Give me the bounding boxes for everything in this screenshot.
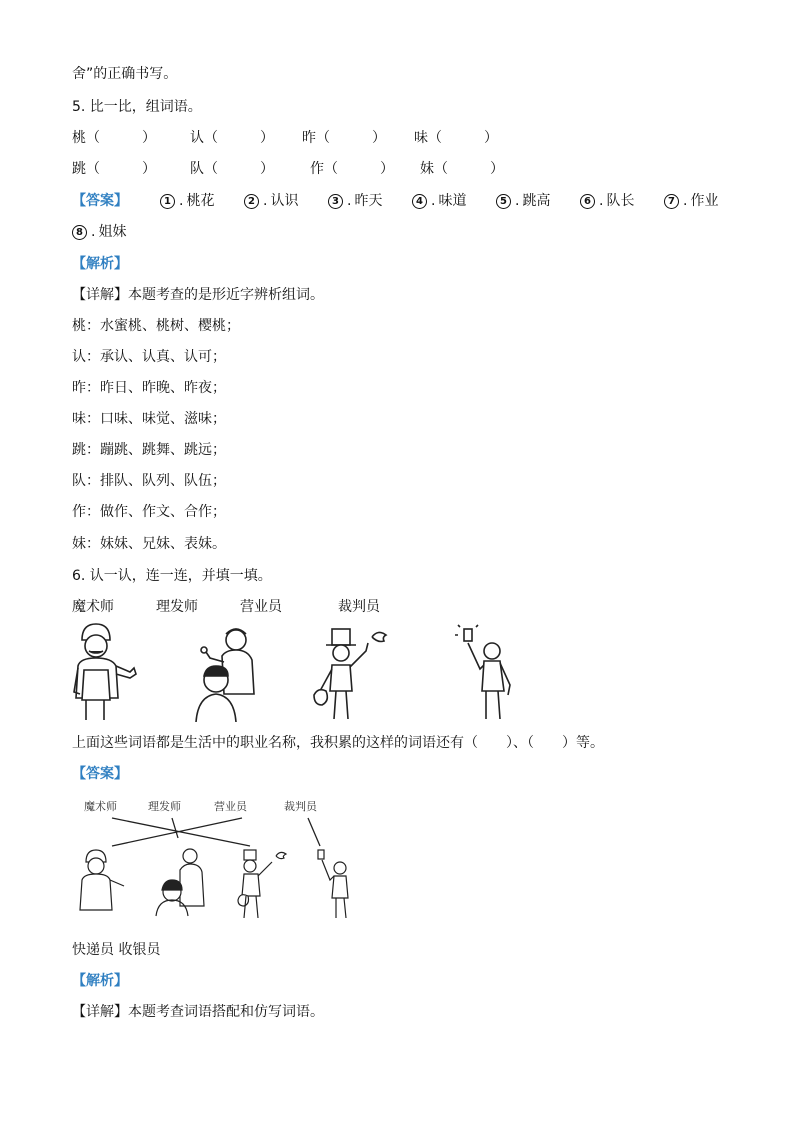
- list-item: 桃：水蜜桃、桃树、樱桃；: [72, 318, 240, 334]
- q5-answer: 8 . 姐妹: [72, 222, 126, 242]
- detail-tag: 【详解】: [72, 287, 128, 303]
- analysis-tag: 【解析】: [72, 973, 128, 989]
- q5-item: 跳（ ）: [72, 161, 156, 177]
- list-item: 跳：蹦跳、跳舞、跳远；: [72, 442, 226, 458]
- q5-item: 队（ ）: [190, 161, 274, 177]
- circled-number-icon: 3: [328, 194, 343, 209]
- magician-illustration: [310, 625, 394, 721]
- circled-number-icon: 2: [244, 194, 259, 209]
- q5-answer: 6 . 队长: [580, 191, 634, 211]
- q5-item: 昨（ ）: [302, 130, 386, 146]
- detail-text: 本题考查的是形近字辨析组词。: [128, 287, 324, 303]
- q5-item: 桃（ ）: [72, 130, 156, 146]
- q5-item: 作（ ）: [310, 161, 394, 177]
- referee-illustration: [458, 625, 518, 721]
- match-line: [308, 818, 320, 846]
- detail-text: 本题考查词语搭配和仿写词语。: [128, 1004, 324, 1020]
- q5-item: 妹（ ）: [420, 161, 504, 177]
- circled-number-icon: 6: [580, 194, 595, 209]
- q5-answer: 7 . 作业: [664, 191, 718, 211]
- q6-label: 理发师: [156, 599, 198, 615]
- q5-answer: 1 . 桃花: [160, 191, 214, 211]
- match-line: [172, 818, 178, 838]
- answer-tag: 【答案】: [72, 193, 128, 209]
- q6-fill-sentence: 上面这些词语都是生活中的职业名称，我积累的这样的词语还有（ ）、（ ）等。: [72, 735, 604, 751]
- q5-item: 认（ ）: [190, 130, 274, 146]
- q6-label: 营业员: [240, 599, 282, 615]
- answer-diagram-label: 营业员: [214, 800, 247, 813]
- answer-tag: 【答案】: [72, 766, 128, 782]
- q6-label: 魔术师: [72, 599, 114, 615]
- list-item: 味：口味、味觉、滋味；: [72, 411, 226, 427]
- shop-assistant-illustration: [72, 622, 142, 722]
- detail-line: [72, 285, 324, 305]
- barber-illustration: [190, 622, 268, 722]
- circled-number-icon: 1: [160, 194, 175, 209]
- q6-title: 6. 认一认，连一连，并填一填。: [72, 568, 272, 584]
- circled-number-icon: 8: [72, 225, 87, 240]
- analysis-tag: 【解析】: [72, 256, 128, 272]
- circled-number-icon: 4: [412, 194, 427, 209]
- list-item: 认：承认、认真、认可；: [72, 349, 226, 365]
- q5-answer: 5 . 跳高: [496, 191, 550, 211]
- q6-answer-diagram: [72, 796, 362, 922]
- detail-tag: 【详解】: [72, 1004, 128, 1020]
- q5-answer: 2 . 认识: [244, 191, 298, 211]
- list-item: 队：排队、队列、队伍；: [72, 473, 226, 489]
- list-item: 作：做作、作文、合作；: [72, 504, 226, 520]
- answer-diagram-label: 魔术师: [84, 800, 117, 813]
- list-item: 昨：昨日、昨晚、昨夜；: [72, 380, 226, 396]
- q5-answer: 3 . 昨天: [328, 191, 382, 211]
- detail-line: [72, 1002, 324, 1022]
- line-continuation: 舍”的正确书写。: [72, 66, 178, 82]
- q5-item: 味（ ）: [414, 130, 498, 146]
- q6-answer-words: 快递员 收银员: [72, 942, 161, 958]
- circled-number-icon: 5: [496, 194, 511, 209]
- circled-number-icon: 7: [664, 194, 679, 209]
- answer-diagram-label: 裁判员: [284, 800, 317, 813]
- q5-title: 5. 比一比，组词语。: [72, 99, 202, 115]
- answer-diagram-label: 理发师: [148, 800, 181, 813]
- list-item: 妹：妹妹、兄妹、表妹。: [72, 536, 226, 552]
- q5-answer: 4 . 味道: [412, 191, 466, 211]
- q6-label: 裁判员: [338, 599, 380, 615]
